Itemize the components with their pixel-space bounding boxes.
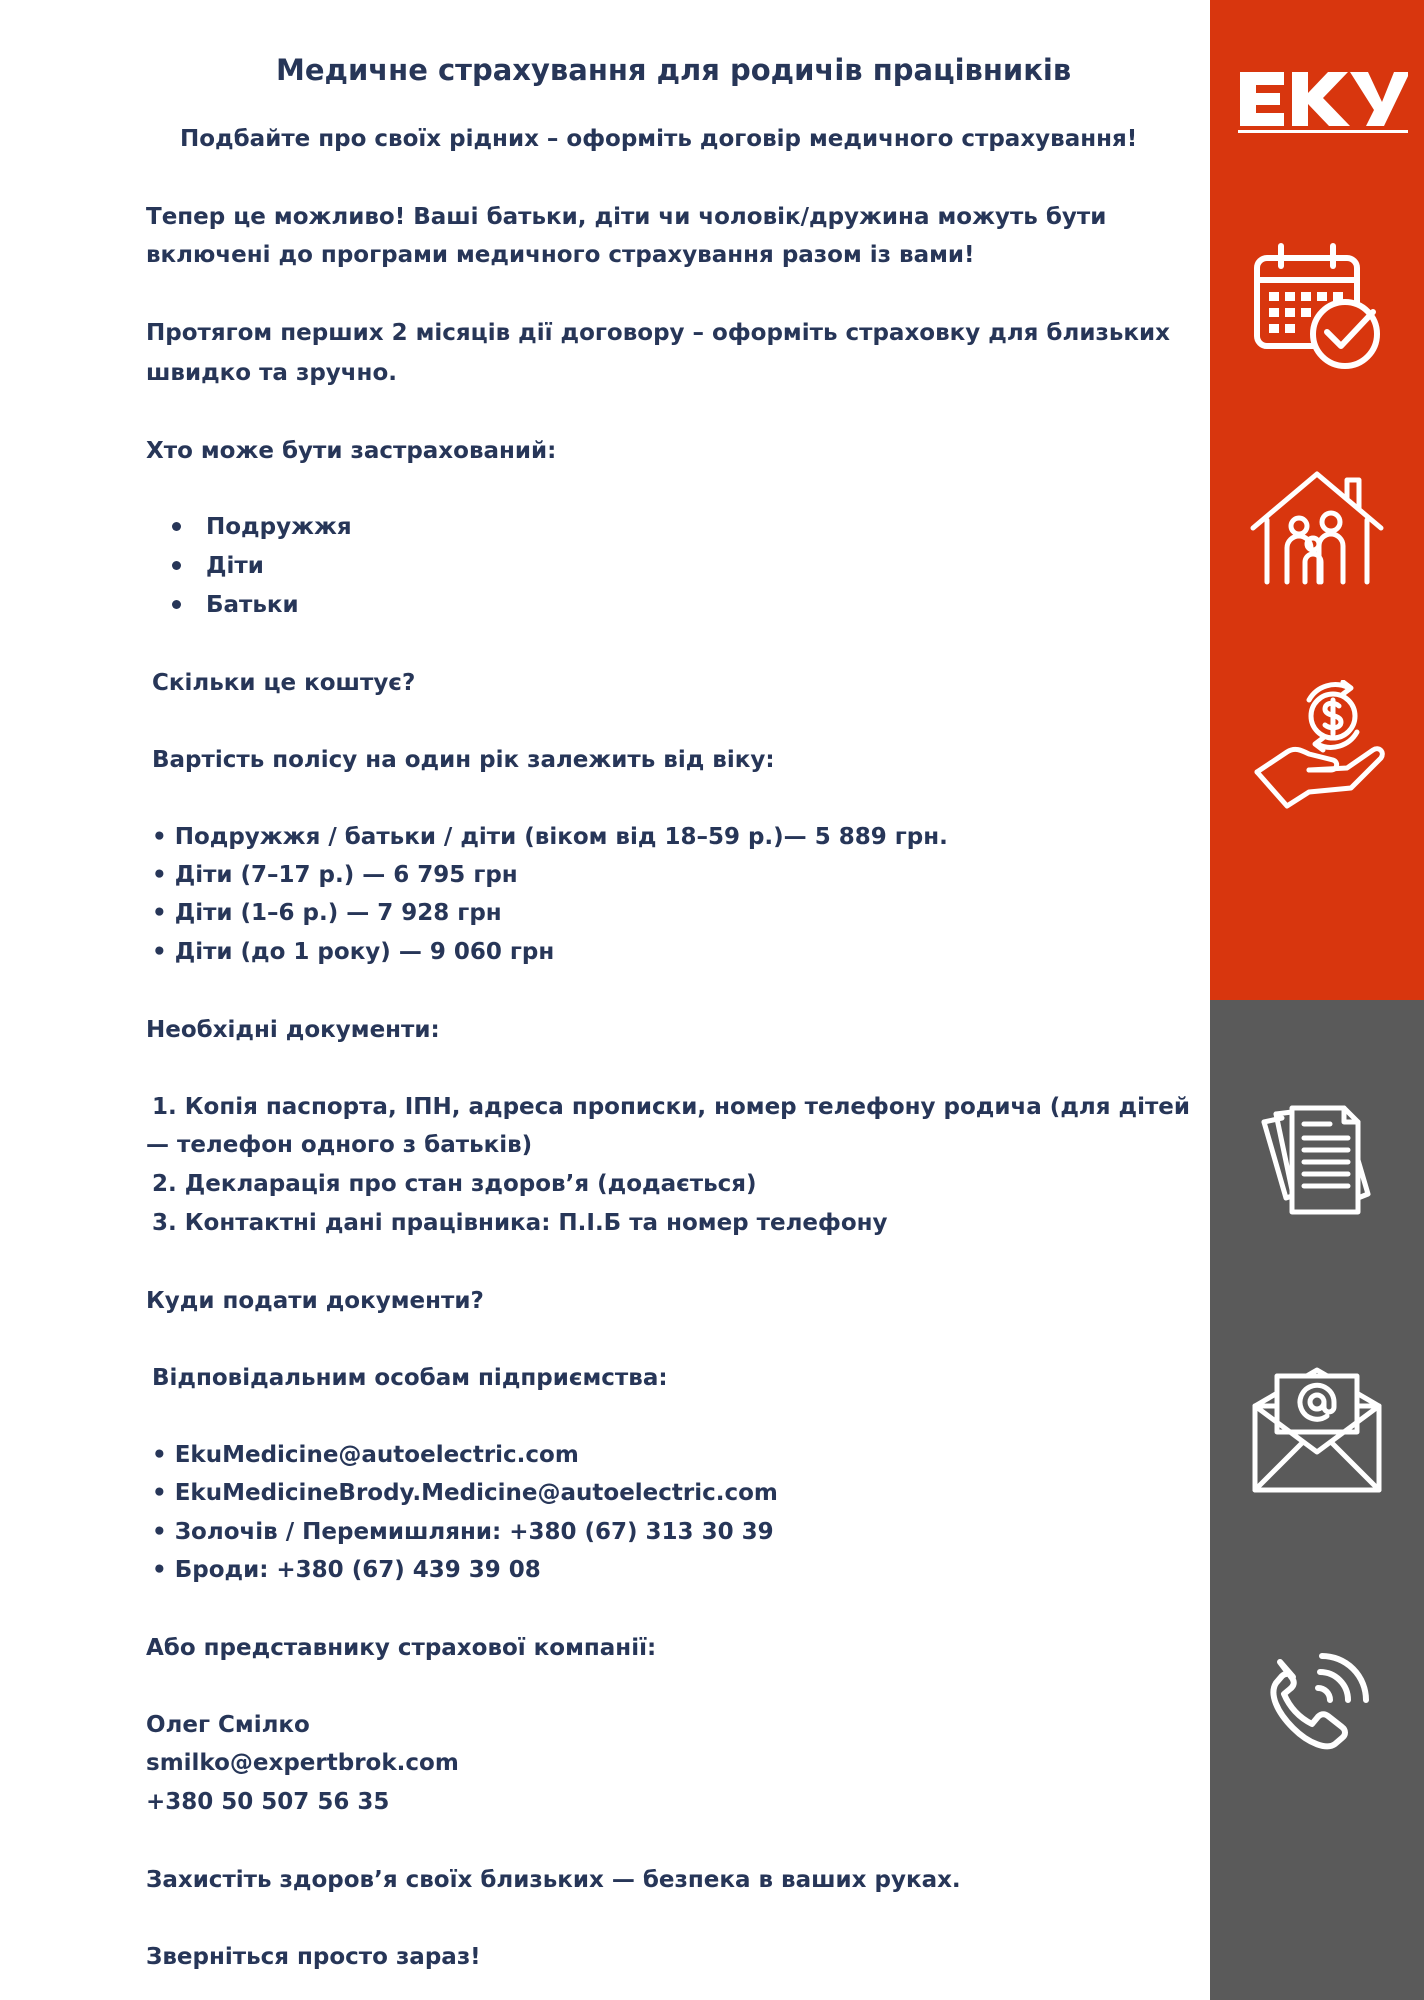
cost-heading: Скільки це коштує? bbox=[152, 670, 416, 696]
agent-heading: Або представнику страхової компанії: bbox=[146, 1635, 657, 1661]
docs-item-2: 2. Декларація про стан здоров’я (додається) bbox=[152, 1171, 757, 1197]
logo-mark bbox=[1234, 64, 1408, 136]
cost-item-children-1-6: • Діти (1–6 р.) — 7 928 грн bbox=[152, 900, 502, 926]
page-subtitle: Подбайте про своїх рідних – оформіть договір медичного страхування! bbox=[180, 126, 1138, 152]
intro-text-line-2: включені до програми медичного страхування разом із вами! bbox=[146, 242, 975, 268]
page-title: Медичне страхування для родичів працівників bbox=[276, 53, 1072, 87]
docs-item-1-line-2: — телефон одного з батьків) bbox=[146, 1132, 533, 1158]
intro-text-line-1: Тепер це можливо! Ваші батьки, діти чи чоловік/дружина можуть бути bbox=[146, 204, 1107, 230]
list-bullet bbox=[172, 522, 181, 531]
docs-heading: Необхідні документи: bbox=[146, 1017, 440, 1043]
family-house-icon bbox=[1210, 470, 1424, 594]
list-bullet bbox=[172, 600, 181, 609]
docs-item-3: 3. Контактні дані працівника: П.І.Б та номер телефону bbox=[152, 1210, 888, 1236]
who-item-spouse: Подружжя bbox=[206, 514, 352, 540]
who-heading: Хто може бути застрахований: bbox=[146, 438, 557, 464]
contact-phone-brody[interactable]: • Броди: +380 (67) 439 39 08 bbox=[152, 1557, 541, 1583]
docs-item-1-line-1: 1. Копія паспорта, ІПН, адреса прописки, номер телефону родича (для дітей bbox=[152, 1094, 1191, 1120]
contact-email-main[interactable]: • EkuMedicine@autoelectric.com bbox=[152, 1442, 579, 1468]
agent-phone[interactable]: +380 50 507 56 35 bbox=[146, 1789, 390, 1815]
phone-icon bbox=[1210, 1650, 1424, 1754]
documents-icon bbox=[1210, 1100, 1424, 1224]
call-to-action: Зверніться просто зараз! bbox=[146, 1944, 481, 1970]
company-logo bbox=[1234, 64, 1408, 136]
list-bullet bbox=[172, 561, 181, 570]
sidebar bbox=[1210, 0, 1424, 2000]
period-text-line-1: Протягом перших 2 місяців дії договору – оформіть страховку для близьких bbox=[146, 320, 1170, 346]
who-item-parents: Батьки bbox=[206, 592, 299, 618]
cost-item-infants: • Діти (до 1 року) — 9 060 грн bbox=[152, 939, 555, 965]
period-text-line-2: швидко та зручно. bbox=[146, 360, 397, 386]
who-item-children: Діти bbox=[206, 553, 264, 579]
contact-phone-zolochiv[interactable]: • Золочів / Перемишляни: +380 (67) 313 30 39 bbox=[152, 1519, 774, 1545]
closing-text: Захистіть здоров’я своїх близьких — безпека в ваших руках. bbox=[146, 1867, 961, 1893]
calendar-check-icon bbox=[1210, 236, 1424, 380]
email-icon bbox=[1210, 1366, 1424, 1500]
cost-item-children-7-17: • Діти (7–17 р.) — 6 795 грн bbox=[152, 862, 518, 888]
agent-name: Олег Смілко bbox=[146, 1712, 310, 1738]
contact-email-brody[interactable]: • EkuMedicineBrody.Medicine@autoelectric.com bbox=[152, 1480, 778, 1506]
agent-email[interactable]: smilko@expertbrok.com bbox=[146, 1750, 459, 1776]
cost-subheading: Вартість полісу на один рік залежить від віку: bbox=[152, 747, 775, 773]
where-heading: Куди подати документи? bbox=[146, 1288, 484, 1314]
cost-item-adults: • Подружжя / батьки / діти (віком від 18–59 р.)— 5 889 грн. bbox=[152, 824, 948, 850]
where-subheading: Відповідальним особам підприємства: bbox=[152, 1365, 668, 1391]
money-hand-icon bbox=[1210, 680, 1424, 814]
